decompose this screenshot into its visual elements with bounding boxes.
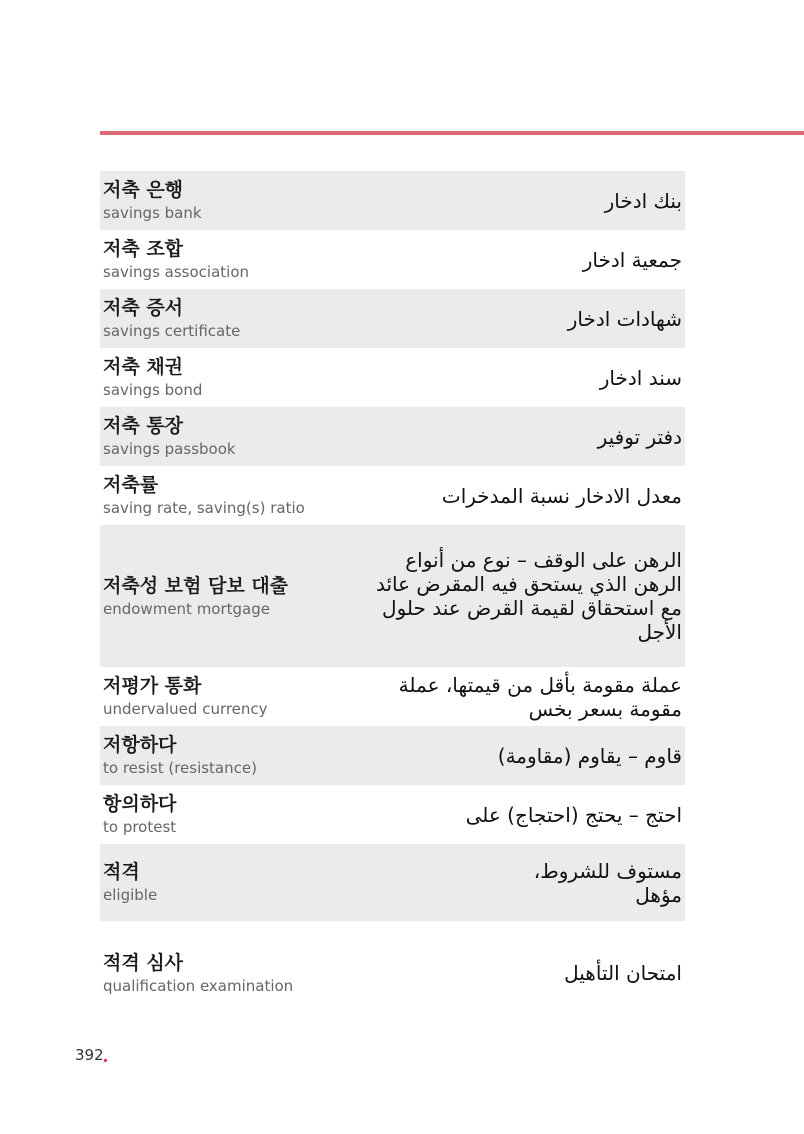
korean-term: 항의하다: [103, 793, 177, 815]
korean-term: 저평가 통화: [103, 675, 202, 697]
english-term: endowment mortgage: [103, 599, 270, 618]
english-term: to protest: [103, 818, 177, 836]
english-term: savings bond: [103, 381, 203, 399]
glossary-row: [100, 844, 685, 921]
header-rule: [100, 131, 804, 135]
korean-term: 저축성 보험 담보 대출: [103, 574, 289, 597]
glossary-row: [100, 785, 685, 844]
english-term: savings certificate: [103, 322, 241, 340]
english-term: eligible: [103, 886, 158, 904]
korean-term: 저축 은행: [103, 179, 184, 201]
glossary-row: [100, 289, 685, 348]
arabic-term: بنك ادخار: [604, 188, 682, 213]
glossary-row: [100, 525, 685, 667]
english-term: undervalued currency: [103, 700, 268, 718]
korean-term: 적격: [103, 861, 140, 883]
glossary-row: [100, 667, 685, 726]
glossary-table: [100, 171, 685, 1025]
english-term: saving rate, saving(s) ratio: [103, 499, 305, 517]
glossary-row: [100, 171, 685, 230]
arabic-term: معدل الادخار نسبة المدخرات: [441, 483, 682, 508]
arabic-term: سند ادخار: [599, 365, 682, 390]
arabic-term: امتحان التأهيل: [564, 961, 682, 985]
arabic-term: احتج – يحتج (احتجاج) على: [465, 802, 682, 827]
glossary-row: [100, 466, 685, 525]
english-term: to resist (resistance): [103, 759, 257, 777]
english-term: savings bank: [103, 204, 202, 222]
glossary-row: [100, 348, 685, 407]
arabic-term: جمعية ادخار: [582, 247, 682, 272]
glossary-row: [100, 407, 685, 466]
english-term: savings association: [103, 263, 250, 281]
page-number-dot: [104, 1059, 107, 1062]
arabic-term: دفتر توفير: [597, 424, 682, 449]
korean-term: 적격 심사: [103, 951, 184, 974]
page-number: 392: [75, 1046, 104, 1064]
arabic-term: مستوف للشروط، مؤهل: [533, 858, 682, 907]
korean-term: 저축률: [103, 474, 159, 496]
arabic-term: عملة مقومة بأقل من قيمتها، عملة مقومة بسعر بخس: [398, 672, 682, 721]
korean-term: 저항하다: [103, 734, 177, 756]
english-term: savings passbook: [103, 440, 236, 458]
glossary-row: [100, 726, 685, 785]
glossary-row: [100, 921, 685, 1025]
arabic-term: قاوم – يقاوم (مقاومة): [497, 743, 682, 768]
glossary-row: [100, 230, 685, 289]
korean-term: 저축 조합: [103, 238, 184, 260]
korean-term: 저축 채권: [103, 356, 184, 378]
english-term: qualification examination: [103, 976, 294, 995]
arabic-term: شهادات ادخار: [567, 306, 682, 331]
arabic-term: الرهن على الوقف – نوع من أنواع الرهن الذي يستحق فيه المقرض عائد مع استحقاق لقيمة القرض عند حلول الأجل: [375, 548, 682, 644]
korean-term: 저축 증서: [103, 297, 184, 319]
korean-term: 저축 통장: [103, 415, 184, 437]
